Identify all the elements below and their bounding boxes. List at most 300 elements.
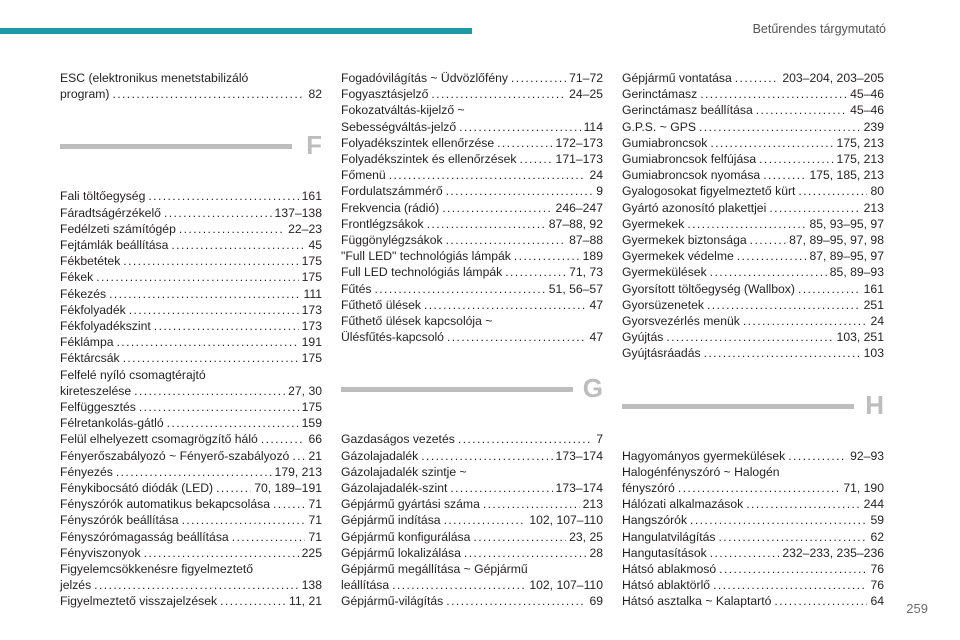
index-entry-pages: 246–247 (555, 200, 603, 215)
index-entry-term: Gyalogosokat figyelmeztető kürt (622, 184, 796, 199)
dot-leader (389, 167, 587, 183)
index-entry-term: Hangszórók (622, 513, 688, 528)
index-entry-pages: 87, 89–95, 97, 98 (789, 233, 884, 248)
index-entry-pages: 175, 213 (836, 135, 884, 150)
index-entry-term: Frontlégzsákok (341, 216, 424, 231)
index-entry-term: Fejtámlák beállítása (60, 238, 169, 253)
section-letter: F (306, 130, 322, 161)
index-entry-term: Gépjármű indítása (341, 513, 441, 528)
index-entry (341, 593, 603, 609)
dot-leader (117, 334, 299, 350)
index-entry (60, 593, 322, 609)
dot-leader (704, 345, 861, 361)
index-entry (341, 151, 603, 167)
index-entry (60, 367, 322, 383)
index-entry-pages: 7 (596, 432, 603, 447)
index-entry (341, 545, 603, 561)
index-entry-pages: 64 (870, 594, 884, 609)
index-entry (622, 70, 884, 86)
index-entry-pages: 173–174 (555, 448, 603, 463)
index-entry (622, 329, 884, 345)
index-entry-term: Ülésfűtés-kapcsoló (341, 330, 444, 345)
index-entry-term: Figyelmeztető visszajelzések (60, 594, 218, 609)
index-entry-term: Fékfolyadék (60, 302, 126, 317)
index-entry-pages: 173–174 (555, 481, 603, 496)
index-entry (622, 86, 884, 102)
dot-leader (112, 86, 305, 102)
index-entry-pages: 102, 107–110 (529, 578, 603, 593)
index-entry-term: Fékezés (60, 286, 107, 301)
index-entry-pages: 103, 251 (836, 330, 884, 345)
index-entry (341, 448, 603, 464)
dot-leader (109, 286, 300, 302)
section-divider (622, 389, 884, 444)
index-entry (60, 334, 322, 350)
index-entry-pages: 175 (301, 254, 322, 269)
index-entry (622, 264, 884, 280)
index-entry-term: Gumiabroncsok felfújása (622, 152, 757, 167)
index-entry (341, 102, 603, 118)
index-entry (60, 529, 322, 545)
index-entry-pages: 27, 30 (288, 383, 322, 398)
index-entry (341, 248, 603, 264)
index-entry (622, 561, 884, 577)
index-entry-pages: 103 (863, 346, 884, 361)
index-entry-term: Folyadékszintek ellenőrzése (341, 135, 495, 150)
index-entry-term: Főmenü (341, 168, 386, 183)
index-entry-term: Hálózati alkalmazások (622, 497, 744, 512)
index-entry-term: Függönylégzsákok (341, 233, 443, 248)
index-entry-pages: 213 (863, 200, 884, 215)
section-divider (60, 130, 322, 184)
index-entry-pages: 62 (870, 529, 884, 544)
index-entry-pages: 175 (301, 351, 322, 366)
index-entry (341, 464, 603, 480)
dot-leader (798, 183, 867, 199)
index-entry-pages: 225 (301, 545, 322, 560)
index-entry (622, 297, 884, 313)
dot-leader (94, 577, 298, 593)
dot-leader (687, 216, 806, 232)
index-entry-term: Gyermekek védelme (622, 249, 734, 264)
index-entry (341, 431, 603, 447)
index-entry-term: Hátsó asztalka ~ Kalaptartó (622, 594, 772, 609)
index-entry-term: Fékbetétek (60, 254, 121, 269)
index-entry-pages: 22–23 (288, 221, 322, 236)
dot-leader (148, 188, 298, 204)
index-entry (622, 496, 884, 512)
index-entry (60, 431, 322, 447)
dot-leader (666, 329, 833, 345)
dot-leader (171, 237, 305, 253)
dot-leader (261, 431, 306, 447)
index-entry-term: Gyermekek (622, 216, 685, 231)
page-number: 259 (906, 601, 928, 616)
index-entry-pages: 66 (308, 432, 322, 447)
dot-leader (450, 480, 552, 496)
index-entry-pages: 23, 25 (569, 529, 603, 544)
index-entry (622, 248, 884, 264)
dot-leader (737, 248, 807, 264)
index-entry (622, 200, 884, 216)
index-entry (622, 167, 884, 183)
index-entry-term: Gyújtás (622, 330, 664, 345)
dot-leader (483, 496, 580, 512)
index-entry-pages: 71 (308, 529, 322, 544)
index-entry (622, 593, 884, 609)
index-entry-pages: 24 (870, 314, 884, 329)
dot-leader (424, 297, 586, 313)
index-entry-pages: 138 (301, 578, 322, 593)
dot-leader (139, 399, 299, 415)
index-entry (341, 529, 603, 545)
index-entry-pages: 69 (589, 594, 603, 609)
dot-leader (431, 86, 566, 102)
index-entry-term: Fedélzeti számítógép (60, 221, 176, 236)
index-entry-pages: 70, 189–191 (254, 481, 322, 496)
index-entry (60, 269, 322, 285)
dot-leader (459, 119, 580, 135)
index-entry-term: Fényszórók automatikus bekapcsolása (60, 497, 271, 512)
dot-leader (116, 464, 272, 480)
index-entry (341, 281, 603, 297)
dot-leader (735, 70, 780, 86)
index-entry (60, 383, 322, 399)
index-entry (622, 135, 884, 151)
index-entry-term: Gépjármű-világítás (341, 594, 444, 609)
dot-leader (505, 264, 566, 280)
index-entry (60, 86, 322, 102)
dot-leader (788, 448, 847, 464)
dot-leader (179, 221, 285, 237)
section-rule (60, 144, 292, 149)
index-entry-term: Fékek (60, 270, 94, 285)
index-entry-term: Gyújtásráadás (622, 346, 701, 361)
index-entry-term: Gépjármű konfigurálása (341, 529, 471, 544)
index-entry-term: Gépjármű megállítása ~ Gépjármű (341, 562, 528, 577)
index-entry-pages: 24 (589, 168, 603, 183)
index-entry-pages: 71 (308, 513, 322, 528)
index-entry (341, 216, 603, 232)
index-entry (622, 102, 884, 118)
index-entry-term: Gépjármű gyártási száma (341, 497, 480, 512)
section-letter: H (865, 389, 884, 420)
index-entry (622, 119, 884, 135)
dot-leader (292, 448, 305, 464)
dot-leader (519, 151, 552, 167)
index-entry (60, 480, 322, 496)
index-entry-term: Gépjármű lokalizálása (341, 545, 461, 560)
section-letter: G (582, 373, 603, 404)
dot-leader (690, 512, 867, 528)
dot-leader (707, 297, 861, 313)
dot-leader (798, 281, 861, 297)
index-entry-pages: 189 (582, 249, 603, 264)
index-entry-pages: 85, 93–95, 97 (809, 216, 884, 231)
index-entry-term: fényszóró (622, 481, 675, 496)
index-column-1 (60, 70, 322, 610)
index-entry (60, 205, 322, 221)
index-entry-term: Fényezés (60, 464, 113, 479)
index-entry (622, 151, 884, 167)
index-entry-pages: 87–88 (569, 233, 603, 248)
dot-leader (446, 593, 586, 609)
index-entry-pages: 159 (301, 416, 322, 431)
dot-leader (392, 577, 526, 593)
index-entry (60, 302, 322, 318)
index-entry-term: Gázolajadalék-szint (341, 481, 448, 496)
index-entry (622, 577, 884, 593)
index-entry (60, 415, 322, 431)
index-entry-term: Gumiabroncsok (622, 135, 708, 150)
index-entry-term: program) (60, 87, 110, 102)
index-entry-pages: 161 (301, 189, 322, 204)
index-entry-pages: 24–25 (569, 87, 603, 102)
index-entry (341, 86, 603, 102)
index-entry (60, 350, 322, 366)
dot-leader (458, 431, 593, 447)
index-entry (341, 200, 603, 216)
index-entry-pages: 175 (301, 400, 322, 415)
index-entry-term: Félretankolás-gátló (60, 416, 164, 431)
index-entry (622, 183, 884, 199)
index-entry-term: Gépjármű vontatása (622, 71, 732, 85)
index-entry-pages: 173 (301, 319, 322, 334)
index-entry-term: Gázolajadalék szintje ~ (341, 464, 467, 479)
index-entry-term: Hátsó ablaktörlő (622, 578, 711, 593)
index-entry-term: Felül elhelyezett csomagrögzítő háló (60, 432, 258, 447)
dot-leader (759, 151, 833, 167)
index-entry-pages: 85, 89–93 (829, 265, 884, 280)
dot-leader (427, 216, 546, 232)
index-entry-term: Felfüggesztés (60, 400, 136, 415)
index-entry (622, 480, 884, 496)
index-entry-term: Fűtés (341, 281, 372, 296)
index-entry-term: Gerinctámasz beállítása (622, 103, 753, 118)
index-entry (60, 253, 322, 269)
dot-leader (444, 512, 527, 528)
index-entry (60, 221, 322, 237)
index-entry-term: Gyermekek biztonsága (622, 233, 747, 248)
index-entry-pages: 203–204, 203–205 (782, 71, 884, 85)
index-entry (341, 167, 603, 183)
index-entry-term: G.P.S. ~ GPS (622, 119, 696, 134)
index-entry (60, 188, 322, 204)
index-entry-pages: 11, 21 (289, 594, 322, 609)
index-column-2 (341, 70, 603, 610)
dot-leader (123, 350, 299, 366)
index-entry-term: Fényszórók beállítása (60, 513, 179, 528)
index-entry (341, 496, 603, 512)
index-entry-pages: 191 (301, 335, 322, 350)
index-entry-term: Hátsó ablakmosó (622, 562, 717, 577)
index-entry (341, 329, 603, 345)
index-entry (60, 496, 322, 512)
dot-leader (232, 529, 306, 545)
index-entry (622, 464, 884, 480)
section-divider (341, 373, 603, 427)
index-entry (622, 281, 884, 297)
index-entry (622, 216, 884, 232)
index-entry-pages: 80 (870, 184, 884, 199)
index-entry-pages: 161 (863, 281, 884, 296)
dot-leader (699, 119, 861, 135)
index-entry-pages: 171–173 (555, 152, 603, 167)
dot-leader (123, 253, 298, 269)
dot-leader (446, 232, 566, 248)
dot-leader (743, 313, 868, 329)
index-entry-term: Féklámpa (60, 335, 114, 350)
index-entry (60, 70, 322, 86)
index-entry-pages: 92–93 (850, 448, 884, 463)
index-entry-term: Gumiabroncsok nyomása (622, 168, 761, 183)
index-entry (60, 464, 322, 480)
index-entry-pages: 9 (596, 184, 603, 199)
dot-leader (129, 302, 299, 318)
index-entry-pages: 76 (870, 578, 884, 593)
dot-leader (710, 545, 780, 561)
index-entry (60, 561, 322, 577)
dot-leader (763, 167, 806, 183)
index-entry (60, 512, 322, 528)
index-entry-term: "Full LED" technológiás lámpák (341, 249, 511, 264)
index-entry-pages: 76 (870, 562, 884, 577)
index-entry-term: Fali töltőegység (60, 189, 146, 204)
index-entry-term: Frekvencia (rádió) (341, 200, 440, 215)
section-rule (341, 387, 573, 392)
index-entry-term: Felfelé nyíló csomagtérajtó (60, 367, 206, 382)
index-entry-pages: 71, 190 (843, 481, 884, 496)
index-entry-term: Fényviszonyok (60, 545, 141, 560)
index-entry-term: Fogyasztásjelző (341, 87, 429, 102)
index-entry (60, 448, 322, 464)
dot-leader (216, 480, 251, 496)
dot-leader (442, 200, 552, 216)
dot-leader (421, 448, 552, 464)
index-entry-pages: 21 (308, 448, 322, 463)
dot-leader (769, 200, 860, 216)
index-column-3 (622, 70, 884, 610)
dot-leader (719, 529, 868, 545)
index-entry (341, 577, 603, 593)
index-entry-pages: 172–173 (555, 135, 603, 150)
index-entry-pages: 239 (863, 119, 884, 134)
index-entry (622, 232, 884, 248)
index-entry-pages: 87, 89–95, 97 (809, 249, 884, 264)
index-entry-term: Fűthető ülések (341, 297, 421, 312)
index-entry (341, 561, 603, 577)
dot-leader (154, 318, 299, 334)
index-entry (60, 237, 322, 253)
dot-leader (96, 269, 298, 285)
dot-leader (167, 415, 299, 431)
index-entry-term: kireteszelése (60, 383, 132, 398)
index-entry-term: Fokozatváltás-kijelző ~ (341, 103, 465, 118)
index-entry-term: Halogénfényszóró ~ Halogén (622, 464, 780, 479)
index-entry-pages: 179, 213 (274, 464, 322, 479)
index-entry (341, 119, 603, 135)
index-entry (622, 529, 884, 545)
index-entry (60, 286, 322, 302)
index-entry-pages: 59 (870, 513, 884, 528)
index-entry-term: Sebességváltás-jelző (341, 119, 457, 134)
index-entry-pages: 51, 56–57 (548, 281, 603, 296)
index-entry-pages: 102, 107–110 (529, 513, 603, 528)
dot-leader (678, 480, 840, 496)
page-header-title: Betűrendes tárgymutató (752, 22, 886, 36)
index-entry-term: Gazdaságos vezetés (341, 432, 455, 447)
dot-leader (756, 102, 847, 118)
index-entry-term: Figyelemcsökkenésre figyelmeztető (60, 562, 254, 577)
dot-leader (710, 135, 833, 151)
index-entry-pages: 71 (308, 497, 322, 512)
index-entry-term: Fényerőszabályozó ~ Fényerő-szabályozó (60, 448, 290, 463)
index-entry (341, 232, 603, 248)
index-entry-pages: 175, 185, 213 (809, 168, 884, 183)
dot-leader (220, 593, 286, 609)
index-entry-term: Féktárcsák (60, 351, 120, 366)
index-entry (60, 577, 322, 593)
index-entry-term: leállítása (341, 578, 390, 593)
dot-leader (514, 248, 580, 264)
index-entry-term: Hangulatvilágítás (622, 529, 716, 544)
index-entry-pages: 45 (308, 238, 322, 253)
index-entry-pages: 71, 73 (569, 265, 603, 280)
index-entry (341, 480, 603, 496)
dot-leader (511, 70, 566, 86)
index-entry (622, 545, 884, 561)
index-entry-term: Gázolajadalék (341, 448, 419, 463)
index-entry-term: Fénykibocsátó diódák (LED) (60, 481, 214, 496)
dot-leader (273, 496, 305, 512)
index-entry-pages: 175, 213 (836, 152, 884, 167)
index-entry-pages: 87–88, 92 (548, 216, 603, 231)
index-entry-term: Fogadóvilágítás ~ Üdvözlőfény (341, 71, 509, 85)
index-entry-pages: 173 (301, 302, 322, 317)
index-entry (341, 313, 603, 329)
index-entry (622, 448, 884, 464)
index-entry-pages: 45–46 (850, 103, 884, 118)
dot-leader (750, 232, 786, 248)
index-entry-term: Gyártó azonosító plakettjei (622, 200, 767, 215)
section-rule (622, 404, 854, 409)
dot-leader (447, 329, 586, 345)
index-entry (60, 399, 322, 415)
dot-leader (774, 593, 867, 609)
dot-leader (746, 496, 860, 512)
index-entry-term: Fékfolyadékszint (60, 319, 151, 334)
dot-leader (144, 545, 299, 561)
dot-leader (464, 545, 587, 561)
index-entry (341, 512, 603, 528)
index-entry-pages: 45–46 (850, 87, 884, 102)
index-entry-term: jelzés (60, 578, 92, 593)
index-entry (341, 70, 603, 86)
index-entry-term: Fordulatszámmérő (341, 184, 443, 199)
index-entry-pages: 47 (589, 330, 603, 345)
index-entry-term: Hagyományos gyermekülések (622, 448, 786, 463)
index-entry (622, 345, 884, 361)
index-entry-term: Gyorsvezérlés menük (622, 314, 740, 329)
header-accent-bar (0, 28, 472, 34)
dot-leader (497, 135, 552, 151)
index-entry-term: Hangutasítások (622, 545, 707, 560)
index-entry-pages: 175 (301, 270, 322, 285)
index-entry-term: Fáradtságérzékelő (60, 205, 161, 220)
index-entry-pages: 111 (303, 286, 322, 301)
index-entry-pages: 71–72 (569, 71, 603, 85)
index-entry-pages: 28 (589, 545, 603, 560)
